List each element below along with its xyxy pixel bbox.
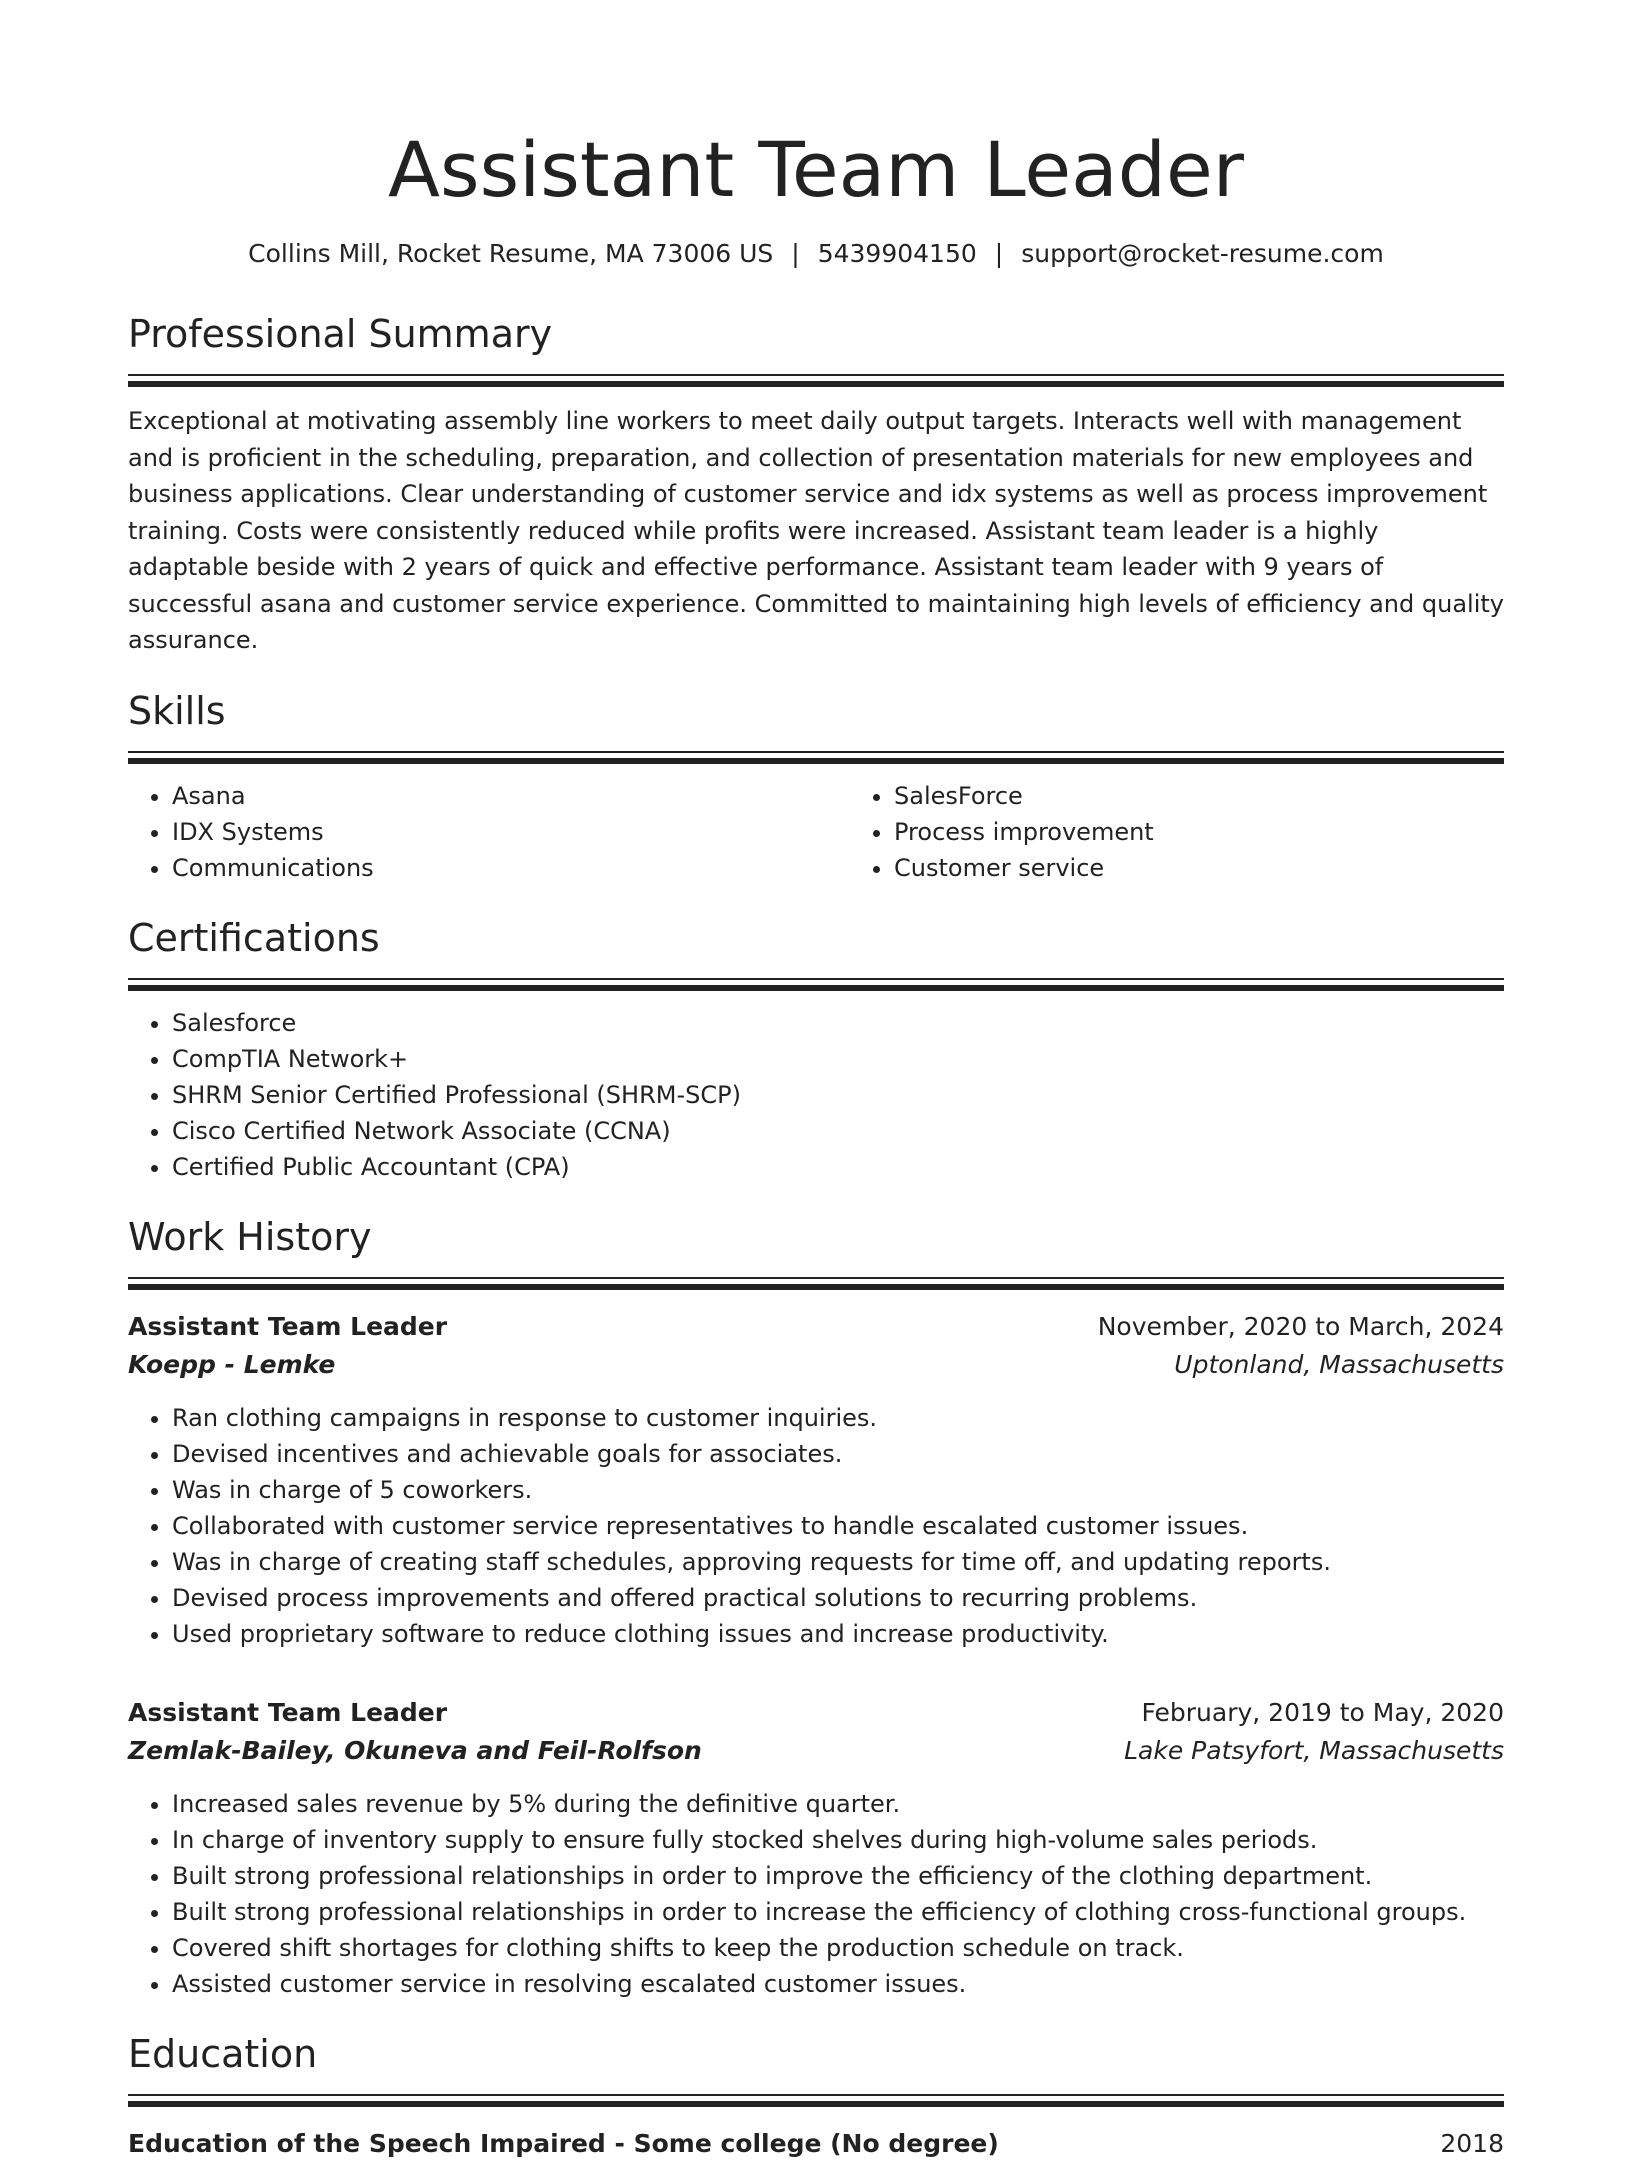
skills-list-left <box>128 778 850 886</box>
job-company: Zemlak-Bailey, Okuneva and Feil-Rolfson <box>128 1735 702 1765</box>
certifications-list <box>128 1005 1504 1185</box>
section-title-education: Education <box>128 2031 318 2076</box>
section-title-certifications: Certifications <box>128 915 380 960</box>
skill-item: • Process improvement <box>894 814 1572 850</box>
skill-item: • Customer service <box>894 850 1572 886</box>
skills-section <box>128 689 1504 886</box>
job-header-row <box>128 1308 1504 1346</box>
job-bullet: • Collaborated with customer service representatives to handle escalated customer issues. <box>172 1508 1504 1544</box>
job-bullet: • Was in charge of creating staff schedules, approving requests for time off, and updating reports. <box>172 1544 1504 1580</box>
contact-line <box>128 238 1504 270</box>
skill-item: • IDX Systems <box>172 814 850 850</box>
address-text: Collins Mill, Rocket Resume, MA 73006 US <box>248 239 774 268</box>
contact-separator: | <box>791 239 800 268</box>
job-bullets <box>128 1786 1504 2002</box>
job-bullet: • Used proprietary software to reduce clothing issues and increase productivity. <box>172 1616 1504 1652</box>
job-entry <box>128 1308 1504 1652</box>
skill-item: • Asana <box>172 778 850 814</box>
certification-item: • SHRM Senior Certified Professional (SHRM-SCP) <box>172 1077 1504 1113</box>
skill-item: • Communications <box>172 850 850 886</box>
section-divider <box>128 751 1504 753</box>
certification-item: • Cisco Certified Network Associate (CCNA) <box>172 1113 1504 1149</box>
job-dates: February, 2019 to May, 2020 <box>1141 1697 1504 1727</box>
section-divider-thick <box>128 2101 1504 2107</box>
job-bullet: • In charge of inventory supply to ensure fully stocked shelves during high-volume sales periods. <box>172 1822 1504 1858</box>
summary-section <box>128 312 1504 659</box>
education-section <box>128 2032 1504 2163</box>
education-year: 2018 <box>1440 2128 1504 2158</box>
job-header-row <box>128 1694 1504 1732</box>
job-bullet: • Built strong professional relationships in order to improve the efficiency of the clothing department. <box>172 1858 1504 1894</box>
job-bullet: • Devised process improvements and offered practical solutions to recurring problems. <box>172 1580 1504 1616</box>
email-link[interactable]: support@rocket-resume.com <box>1021 239 1384 268</box>
job-bullet: • Ran clothing campaigns in response to customer inquiries. <box>172 1400 1504 1436</box>
resume-page <box>128 0 1504 2163</box>
job-dates: November, 2020 to March, 2024 <box>1097 1311 1504 1341</box>
section-divider-thick <box>128 985 1504 991</box>
section-divider <box>128 374 1504 376</box>
certification-item: • Certified Public Accountant (CPA) <box>172 1149 1504 1185</box>
education-degree: Education of the Speech Impaired - Some college (No degree) <box>128 2128 999 2158</box>
job-bullet: • Covered shift shortages for clothing shifts to keep the production schedule on track. <box>172 1930 1504 1966</box>
job-bullet: • Devised incentives and achievable goals for associates. <box>172 1436 1504 1472</box>
job-title: Assistant Team Leader <box>128 1311 448 1341</box>
work-history-section <box>128 1215 1504 2002</box>
skill-item: • SalesForce <box>894 778 1572 814</box>
job-bullet: • Assisted customer service in resolving escalated customer issues. <box>172 1966 1504 2002</box>
job-location: Uptonland, Massachusetts <box>1174 1349 1504 1379</box>
contact-separator: | <box>994 239 1004 268</box>
section-title-skills: Skills <box>128 688 226 733</box>
section-divider <box>128 2094 1504 2096</box>
job-bullet: • Was in charge of 5 coworkers. <box>172 1472 1504 1508</box>
job-bullets <box>128 1400 1504 1652</box>
job-bullet: • Increased sales revenue by 5% during the definitive quarter. <box>172 1786 1504 1822</box>
skills-columns <box>128 764 1504 886</box>
job-entry <box>128 1694 1504 2002</box>
job-title: Assistant Team Leader <box>128 1697 448 1727</box>
section-divider-thick <box>128 381 1504 387</box>
section-title-work-history: Work History <box>128 1214 372 1259</box>
certification-item: • CompTIA Network+ <box>172 1041 1504 1077</box>
section-divider-thick <box>128 1284 1504 1290</box>
skills-list-right <box>850 778 1572 886</box>
summary-text: Exceptional at motivating assembly line workers to meet daily output targets. Interacts well with management and is proficient in the scheduling, preparation, and collection of presentation materials for new employees and business applications. Clear understanding of customer service and idx systems as well as process improvement training. Costs were consistently reduced while profits were increased. Assistant team leader is a highly adaptable beside with 2 years of quick and effective performance. Assistant team leader with 9 years of successful asana and customer service experience. Committed to maintaining high levels of efficiency and quality assurance. <box>128 407 1504 654</box>
certification-item: • Salesforce <box>172 1005 1504 1041</box>
certifications-section <box>128 916 1504 1185</box>
job-company: Koepp - Lemke <box>128 1349 336 1379</box>
education-row <box>128 2125 1504 2163</box>
section-title-summary: Professional Summary <box>128 312 553 356</box>
job-location: Lake Patsyfort, Massachusetts <box>1124 1735 1504 1765</box>
job-company-row <box>128 1732 1504 1770</box>
resume-name: Assistant Team Leader <box>387 125 1244 214</box>
phone-text: 5439904150 <box>817 239 977 268</box>
section-divider <box>128 978 1504 980</box>
section-divider <box>128 1277 1504 1279</box>
job-bullet: • Built strong professional relationships in order to increase the efficiency of clothing cross-functional groups. <box>172 1894 1504 1930</box>
job-company-row <box>128 1346 1504 1384</box>
